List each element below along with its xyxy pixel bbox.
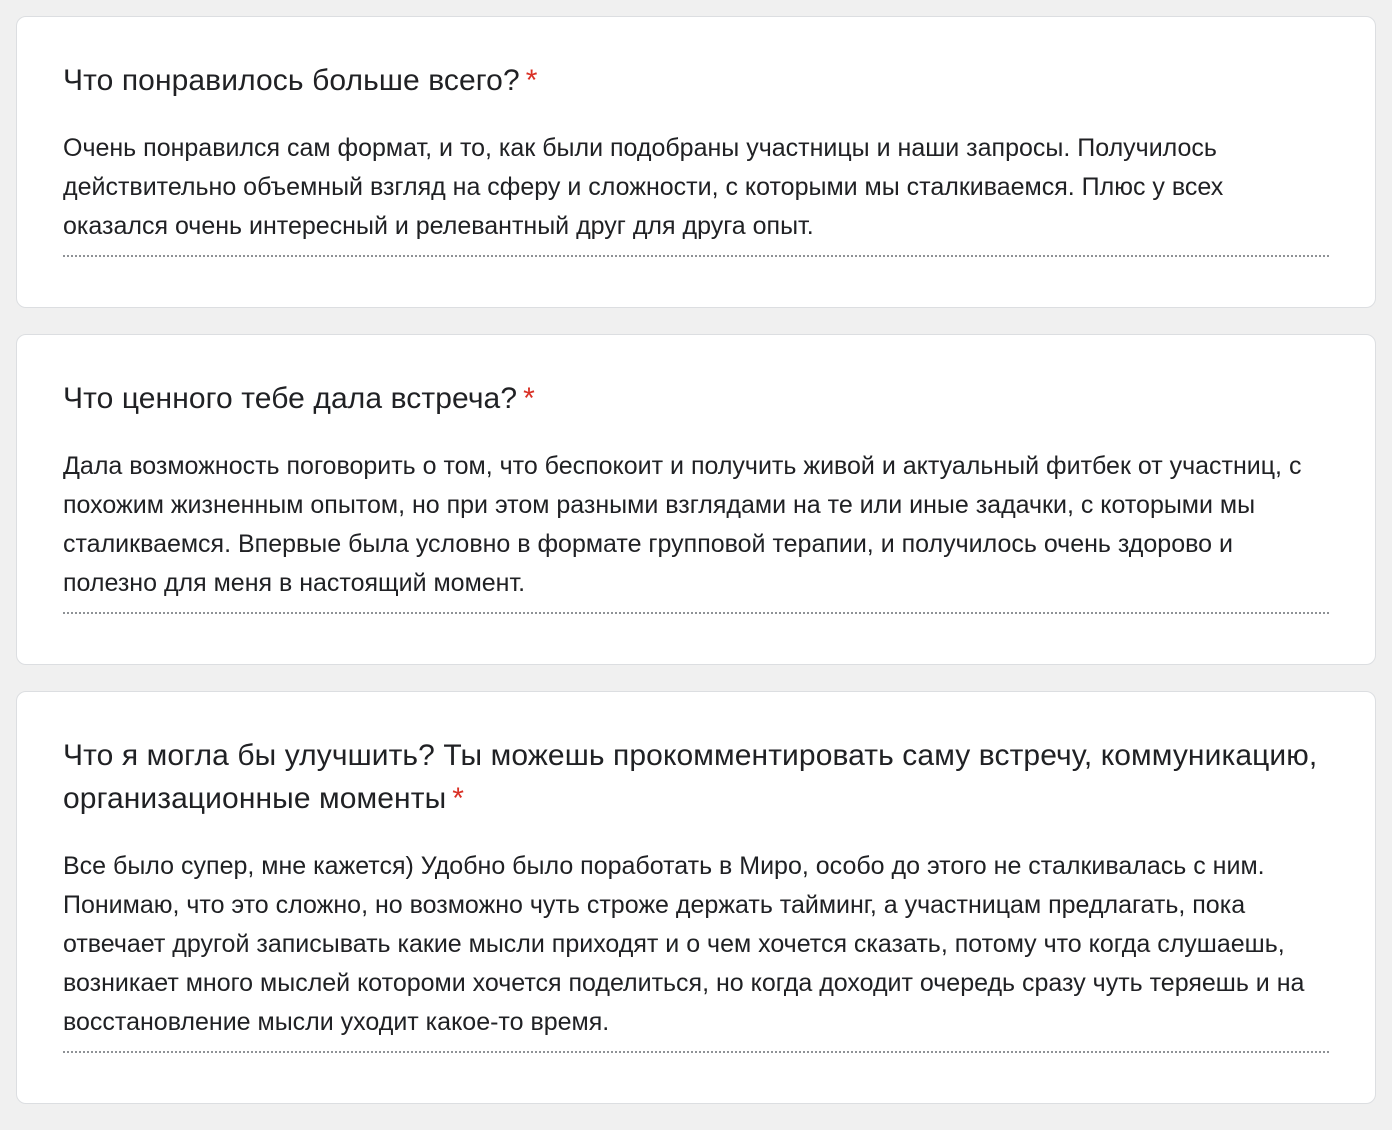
answer-text: Очень понравился сам формат, и то, как были подобраны участницы и наши запросы. Получилось действительно объемный взгляд на сферу и сложности, с которыми мы сталкиваемся. Плюс у всех оказался очень интересный и релевантный друг для друга опыт. <box>63 129 1329 257</box>
required-asterisk: * <box>523 382 535 415</box>
question-title <box>63 377 1329 420</box>
question-title-text: Что ценного тебе дала встреча? <box>63 382 518 415</box>
question-card <box>16 334 1376 665</box>
question-title-text: Что я могла бы улучшить? Ты можешь прокомментировать саму встречу, коммуникацию, организационные моменты <box>63 739 1318 815</box>
answer-text: Все было супер, мне кажется) Удобно было поработать в Миро, особо до этого не сталкивалась с ним. Понимаю, что это сложно, но возможно чуть строже держать тайминг, а участницам предлагать, пока отвечает другой записывать какие мысли приходят и о чем хочется сказать, потому что когда слушаешь, возникает много мыслей котороми хочется поделиться, но когда доходит очередь сразу чуть теряешь и на восстановление мысли уходит какое-то время. <box>63 847 1329 1053</box>
question-card <box>16 16 1376 308</box>
question-title-text: Что понравилось больше всего? <box>63 64 520 97</box>
required-asterisk: * <box>525 64 538 97</box>
question-title <box>63 59 1329 102</box>
question-title <box>63 734 1329 820</box>
question-card <box>16 691 1376 1104</box>
required-asterisk: * <box>452 782 465 815</box>
answer-text: Дала возможность поговорить о том, что беспокоит и получить живой и актуальный фитбек от участниц, с похожим жизненным опытом, но при этом разными взглядами на те или иные задачки, с которыми мы сталикваемся. Впервые была условно в формате групповой терапии, и получилось очень здорово и полезно для меня в настоящий момент. <box>63 447 1329 614</box>
